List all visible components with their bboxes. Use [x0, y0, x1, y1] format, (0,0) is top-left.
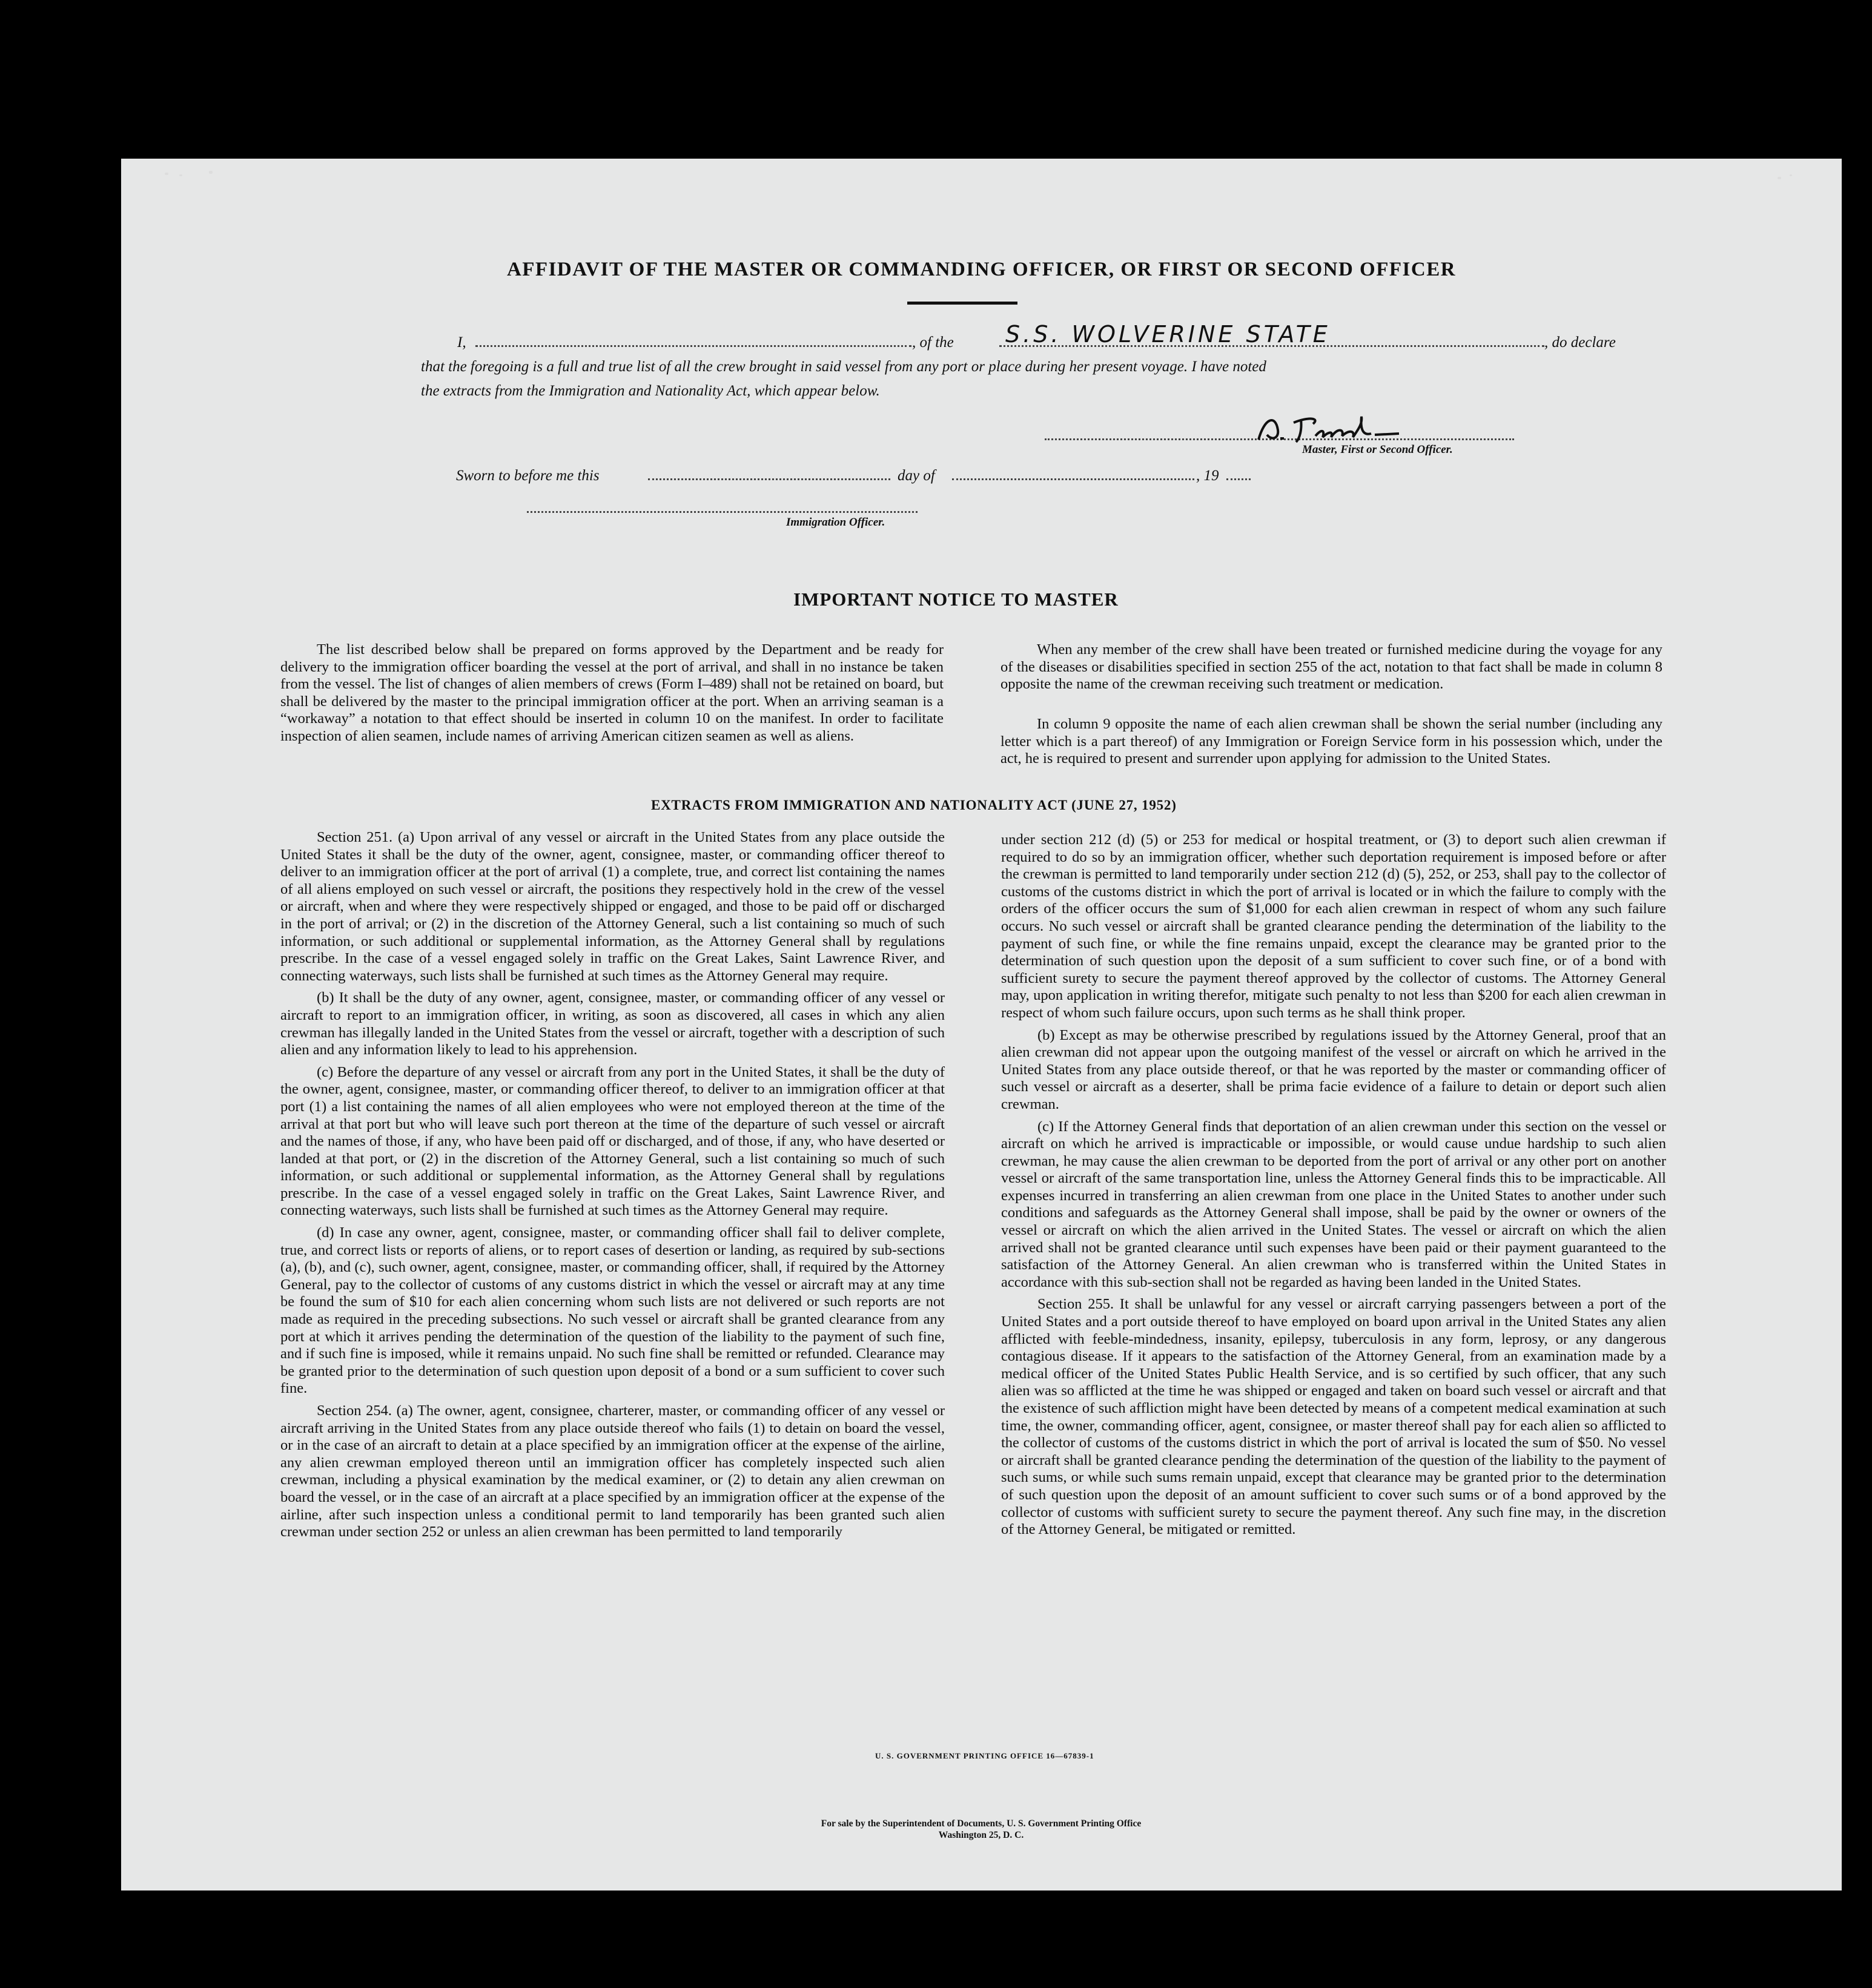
notice-right-paragraph-1: When any member of the crew shall have been treated or furnished medicine during the voyage for any of the diseases or disabilities specified in section 255 of the act, notation to that fact shall be made in column 8 opposite the name of the crewman receiving such treatment or medication.	[1000, 641, 1662, 693]
document-page	[121, 159, 1842, 1891]
sale-notice	[678, 1818, 1284, 1841]
section-254a: Section 254. (a) The owner, agent, consignee, charterer, master, or commanding officer of any vessel or aircraft arriving in the United States from any place outside thereof who fails (1) to detain on board the vessel, or in the case of an aircraft to detain at a place specified by an immigration officer at the expense of the airline, any alien crewman employed thereon until an immigration officer has completely inspected such alien crewman, including a physical examination by the medical examiner, or (2) to detain any alien crewman on board the vessel, or in the case of an aircraft at a place specified by an immigration officer at the expense of the airline, after such inspection unless a conditional permit to land temporarily has been granted such alien crewman under section 252 or unless an alien crewman has been permitted to land temporarily	[280, 1402, 945, 1541]
extracts-title: EXTRACTS FROM IMMIGRATION AND NATIONALITY ACT (JUNE 27, 1952)	[651, 798, 1177, 813]
sworn-year-blank[interactable]	[1226, 478, 1251, 480]
section-251b: (b) It shall be the duty of any owner, agent, consignee, master, or commanding officer of any vessel or aircraft to report to an immigration officer, in writing, as soon as discovered, all cases in which any alien crewman has illegally landed in the United States from the vessel or aircraft, together with a description of such alien and any information likely to lead to his apprehension.	[280, 989, 945, 1058]
section-251d: (d) In case any owner, agent, consignee, master, or commanding officer shall fail to deliver complete, true, and correct lists or reports of aliens, or to report cases of desertion or landing, as required by sub-sections (a), (b), and (c), such owner, agent, consignee, master, or commanding officer, shall, if required by the Attorney General, pay to the collector of customs of any customs district in which the vessel or aircraft may at any time be found the sum of $10 for each alien concerning whom such lists are not delivered or such reports are not made as required in the preceding subsections. No such vessel or aircraft shall be granted clearance from any port at which it arrives pending the determination of the question of the liability to the payment of such fine, and if such fine is imposed, while it remains unpaid. No such fine shall be remitted or refunded. Clearance may be granted prior to the determination of such question upon deposit of a bond or a sum sufficient to cover such fine.	[280, 1224, 945, 1397]
immigration-officer-line[interactable]	[527, 511, 918, 513]
section-255: Section 255. It shall be unlawful for any vessel or aircraft carrying passengers between a port of the United States and a port outside thereof to have employed on board upon arrival in the United States any alien afflicted with feeble-mindedness, insanity, epilepsy, tuberculosis in any form, leprosy, or any dangerous contagious disease. If it appears to the satisfaction of the Attorney General, from an examination made by a medical officer of the United States Public Health Service, and is so certified by such officer, that any such alien was so afflicted at the time he was shipped or engaged and taken on board such vessel or aircraft and that the existence of such affliction might have been detected by means of a competent medical examination at such time, the owner, commanding officer, agent, consignee, or master thereof shall pay for each alien so afflicted to the collector of customs of the customs district in which the port of arrival is located the sum of $50. No vessel or aircraft shall be granted clearance pending the determination of the question of the liability to the payment of such sums, or while such sums remain unpaid, except that clearance may be granted prior to the determination of such question upon the deposit of an amount sufficient to cover such sums or of a bond approved by the collector of customs with sufficient surety to secure the payment thereof. Any such fine may, in the discretion of the Attorney General, be mitigated or remitted.	[1001, 1296, 1666, 1538]
signature-drawing	[1254, 412, 1417, 448]
signature	[1254, 412, 1417, 448]
section-254b: (b) Except as may be otherwise prescribed by regulations issued by the Attorney General, proof that an alien crewman did not appear upon the outgoing manifest of the vessel or aircraft on which he arrived in the United States from any place outside thereof, or that he was reported by the master or commanding officer of such vessel or aircraft as a deserter, shall be prima facie evidence of a failure to detain or deport such alien crewman.	[1001, 1026, 1666, 1112]
scan-speck	[1778, 177, 1781, 179]
i-label: I,	[457, 334, 466, 351]
immigration-officer-caption: Immigration Officer.	[786, 516, 885, 529]
printer-line: U. S. GOVERNMENT PRINTING OFFICE 16—67839-1	[875, 1751, 1094, 1760]
declaration-line-2: that the foregoing is a full and true list of all the crew brought in said vessel from any port or place during her present voyage. I have noted	[421, 358, 1266, 375]
scan-speck	[209, 171, 213, 174]
notice-right-paragraph-2: In column 9 opposite the name of each alien crewman shall be shown the serial number (including any letter which is a part thereof) of any Immigration or Foreign Service form in his possession which, under the act, he is required to present and surrender upon applying for admission to the United States.	[1000, 716, 1662, 767]
name-blank[interactable]	[475, 345, 911, 347]
notice-title: IMPORTANT NOTICE TO MASTER	[793, 589, 1119, 610]
sale-line-2: Washington 25, D. C.	[938, 1830, 1024, 1840]
day-of-label: day of	[898, 467, 935, 484]
section-251a: Section 251. (a) Upon arrival of any vessel or aircraft in the United States from any place outside the United States it shall be the duty of the owner, agent, consignee, master, or commanding officer thereof to deliver to an immigration officer at the port of arrival (1) a complete, true, and correct list containing the names of all aliens employed on such vessel or aircraft, the positions they respectively hold in the crew of the vessel or aircraft, when and where they were respectively shipped or engaged, and those to be paid off or discharged in the port of arrival; or (2) in the discretion of the Attorney General, such a list containing so much of such information, or such additional or supplemental information, as the Attorney General shall by regulations prescribe. In the case of a vessel engaged solely in traffic on the Great Lakes, Saint Lawrence River, and connecting waterways, such lists shall be furnished at such times as the Attorney General may require.	[280, 829, 945, 984]
signature-caption: Master, First or Second Officer.	[1302, 443, 1453, 456]
section-254a-continued: under section 212 (d) (5) or 253 for medical or hospital treatment, or (3) to deport such alien crewman if required to do so by an immigration officer, whether such deportation requirement is imposed before or after the crewman is permitted to land temporarily under section 212 (d) (5), 252, or 253, shall pay to the collector of customs of the customs district in which the port of arrival is located or in which the failure to comply with the orders of the officer occurs the sum of $1,000 for each alien crewman in respect of whom any such failure occurs. No such vessel or aircraft shall be granted clearance pending the determination of the liability to the payment of such fine, or while the fine remains unpaid, except the clearance may be granted prior to the determination of such question upon the deposit of a sum sufficient to cover such fine, or of a bond with sufficient surety to secure the payment thereof approved by the collector of customs. The Attorney General may, upon application in writing therefor, mitigate such penalty to not less than $200 for each alien crewman in respect of whom such failure occurs, upon such terms as he shall think proper.	[1001, 831, 1666, 1021]
vessel-name-handwritten: S.S. WOLVERINE STATE	[1005, 321, 1331, 348]
notice-left-paragraph: The list described below shall be prepared on forms approved by the Department and be ready for delivery to the immigration officer boarding the vessel at the port of arrival, and shall in no instance be taken from the vessel. The list of changes of alien members of crews (Form I–489) shall not be retained on board, but shall be delivered by the master to the principal immigration officer at the port. When an arriving seaman is a “workaway” a notation to that effect should be inserted in column 10 on the manifest. In order to facilitate inspection of alien seamen, include names of arriving American citizen seamen as well as aliens.	[280, 641, 944, 744]
scan-speck	[165, 173, 168, 175]
section-254c: (c) If the Attorney General finds that deportation of an alien crewman under this section on the vessel or aircraft on which he arrived is impracticable or impossible, or would cause undue hardship to such alien crewman, he may cause the alien crewman to be deported from the port of arrival or any other port on another vessel or aircraft of the same transportation line, unless the Attorney General finds this to be impracticable. All expenses incurred in transferring an alien crewman from one place in the United States to another under such conditions and safeguards as the Attorney General shall impose, shall be paid by the owner or owners of the vessel or aircraft on which the alien arrived in the United States. The vessel or aircraft on which the alien arrived shall not be granted clearance until such expenses have been paid or their payment guaranteed to the satisfaction of the Attorney General. An alien crewman who is transferred within the United States in accordance with this sub-section shall not be regarded as having been landed in the United States.	[1001, 1118, 1666, 1290]
year-label: , 19	[1196, 467, 1219, 484]
of-the-label: , of the	[912, 334, 954, 351]
extracts-right-column	[1001, 831, 1666, 1544]
sworn-month-blank[interactable]	[952, 478, 1194, 480]
declaration-line-3: the extracts from the Immigration and Nationality Act, which appear below.	[421, 383, 880, 399]
extracts-left-column	[280, 829, 945, 1546]
title-rule	[907, 302, 1017, 305]
affidavit-title: AFFIDAVIT OF THE MASTER OR COMMANDING OFFICER, OR FIRST OR SECOND OFFICER	[506, 259, 1457, 280]
scan-speck	[1790, 174, 1792, 176]
sale-line-1: For sale by the Superintendent of Documents, U. S. Government Printing Office	[821, 1818, 1142, 1829]
sworn-label: Sworn to before me this	[456, 467, 600, 484]
section-251c: (c) Before the departure of any vessel or aircraft from any port in the United States, it shall be the duty of the owner, agent, consignee, master, or commanding officer thereof, to deliver to an immigration officer at that port (1) a list containing the names of all alien employees who were not employed thereon at the time of the arrival at that port but who will leave such port thereon at the time of the departure of such vessel or aircraft and the names of those, if any, who have been paid off or discharged, and of those, if any, who have deserted or landed at that port, or (2) in the discretion of the Attorney General, such a list containing so much of such information, or such additional or supplemental information, as the Attorney General shall by regulations prescribe. In the case of a vessel engaged solely in traffic on the Great Lakes, Saint Lawrence River, and connecting waterways, such lists shall be furnished at such times as the Attorney General may require.	[280, 1063, 945, 1219]
scan-speck	[179, 174, 182, 176]
do-declare-label: , do declare	[1544, 334, 1616, 351]
sworn-day-blank[interactable]	[648, 478, 890, 480]
